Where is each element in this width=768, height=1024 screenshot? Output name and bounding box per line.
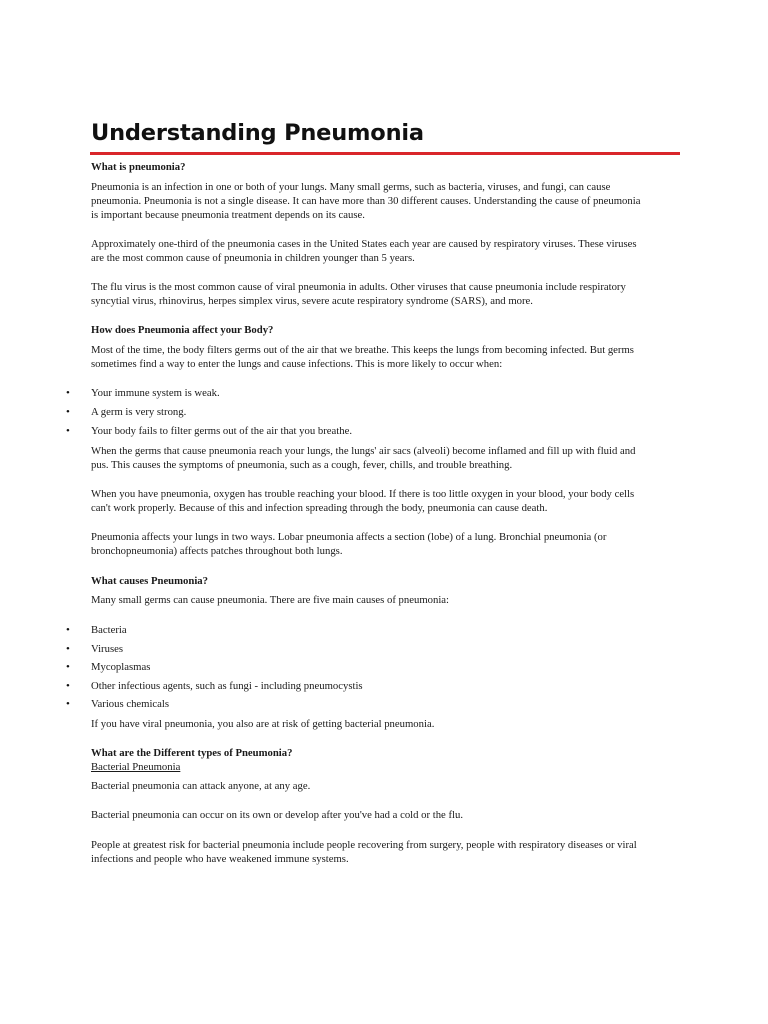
paragraph-line: pneumonia. Pneumonia is not a single disease. It can have more than 30 different causes. Understanding the cause of pneumonia: [91, 195, 641, 207]
list-item: Bacteria: [91, 624, 127, 636]
paragraph-line: can't work properly. Because of this and infection spreading through the body, pneumonia can cause death.: [91, 502, 548, 514]
document-title: Understanding Pneumonia: [91, 120, 424, 146]
list-item: A germ is very strong.: [91, 406, 187, 418]
heading-what-causes: What causes Pneumonia?: [91, 575, 208, 587]
paragraph-line: sometimes find a way to enter the lungs and cause infections. This is more likely to occur when:: [91, 358, 503, 370]
list-item: Your body fails to filter germs out of the air that you breathe.: [91, 425, 352, 437]
heading-what-is-pneumonia: What is pneumonia?: [91, 161, 186, 173]
list-item: Various chemicals: [91, 698, 170, 710]
paragraph-line: The flu virus is the most common cause of viral pneumonia in adults. Other viruses that cause pneumonia include respiratory: [91, 281, 626, 293]
bullet-icon: •: [66, 624, 70, 636]
paragraph-line: Approximately one-third of the pneumonia cases in the United States each year are caused by respiratory viruses. These viruses: [91, 238, 637, 250]
bullet-icon: •: [66, 680, 70, 692]
subheading-bacterial-pneumonia: Bacterial Pneumonia: [91, 761, 181, 773]
paragraph-line: Pneumonia affects your lungs in two ways. Lobar pneumonia affects a section (lobe) of a lung. Bronchial pneumonia (or: [91, 531, 607, 543]
list-item: Viruses: [91, 643, 124, 655]
list-item: Other infectious agents, such as fungi - including pneumocystis: [91, 680, 363, 692]
bullet-icon: •: [66, 387, 70, 399]
paragraph-line: pus. This causes the symptoms of pneumonia, such as a cough, fever, chills, and trouble breathing.: [91, 459, 513, 471]
bullet-icon: •: [66, 406, 70, 418]
heading-different-types: What are the Different types of Pneumonia?: [91, 747, 293, 759]
list-item: Your immune system is weak.: [91, 387, 220, 399]
paragraph-line: syncytial virus, rhinovirus, herpes simplex virus, severe acute respiratory syndrome (SARS), and more.: [91, 295, 533, 307]
paragraph-line: Many small germs can cause pneumonia. There are five main causes of pneumonia:: [91, 594, 450, 606]
paragraph-line: is important because pneumonia treatment depends on its cause.: [91, 209, 365, 221]
paragraph-line: Bacterial pneumonia can attack anyone, at any age.: [91, 780, 311, 792]
paragraph-line: infections and people who have weakened immune systems.: [91, 853, 349, 865]
bullet-icon: •: [66, 661, 70, 673]
paragraph-line: Bacterial pneumonia can occur on its own or develop after you've had a cold or the flu.: [91, 809, 463, 821]
paragraph-line: are the most common cause of pneumonia in children younger than 5 years.: [91, 252, 415, 264]
bullet-icon: •: [66, 425, 70, 437]
paragraph-line: Pneumonia is an infection in one or both of your lungs. Many small germs, such as bacteria, viruses, and fungi, can cause: [91, 181, 611, 193]
list-item: Mycoplasmas: [91, 661, 151, 673]
title-underline-rule: [90, 152, 680, 155]
paragraph-line: People at greatest risk for bacterial pneumonia include people recovering from surgery, people with respiratory diseases or viral: [91, 839, 637, 851]
paragraph-line: bronchopneumonia) affects patches throughout both lungs.: [91, 545, 343, 557]
bullet-icon: •: [66, 698, 70, 710]
paragraph-line: If you have viral pneumonia, you also are at risk of getting bacterial pneumonia.: [91, 718, 435, 730]
bullet-icon: •: [66, 643, 70, 655]
heading-how-affects-body: How does Pneumonia affect your Body?: [91, 324, 274, 336]
paragraph-line: When the germs that cause pneumonia reach your lungs, the lungs' air sacs (alveoli) become inflamed and fill up with fluid and: [91, 445, 636, 457]
paragraph-line: Most of the time, the body filters germs out of the air that we breathe. This keeps the lungs from becoming infected. But germs: [91, 344, 634, 356]
paragraph-line: When you have pneumonia, oxygen has trouble reaching your blood. If there is too little oxygen in your blood, your body cells: [91, 488, 635, 500]
